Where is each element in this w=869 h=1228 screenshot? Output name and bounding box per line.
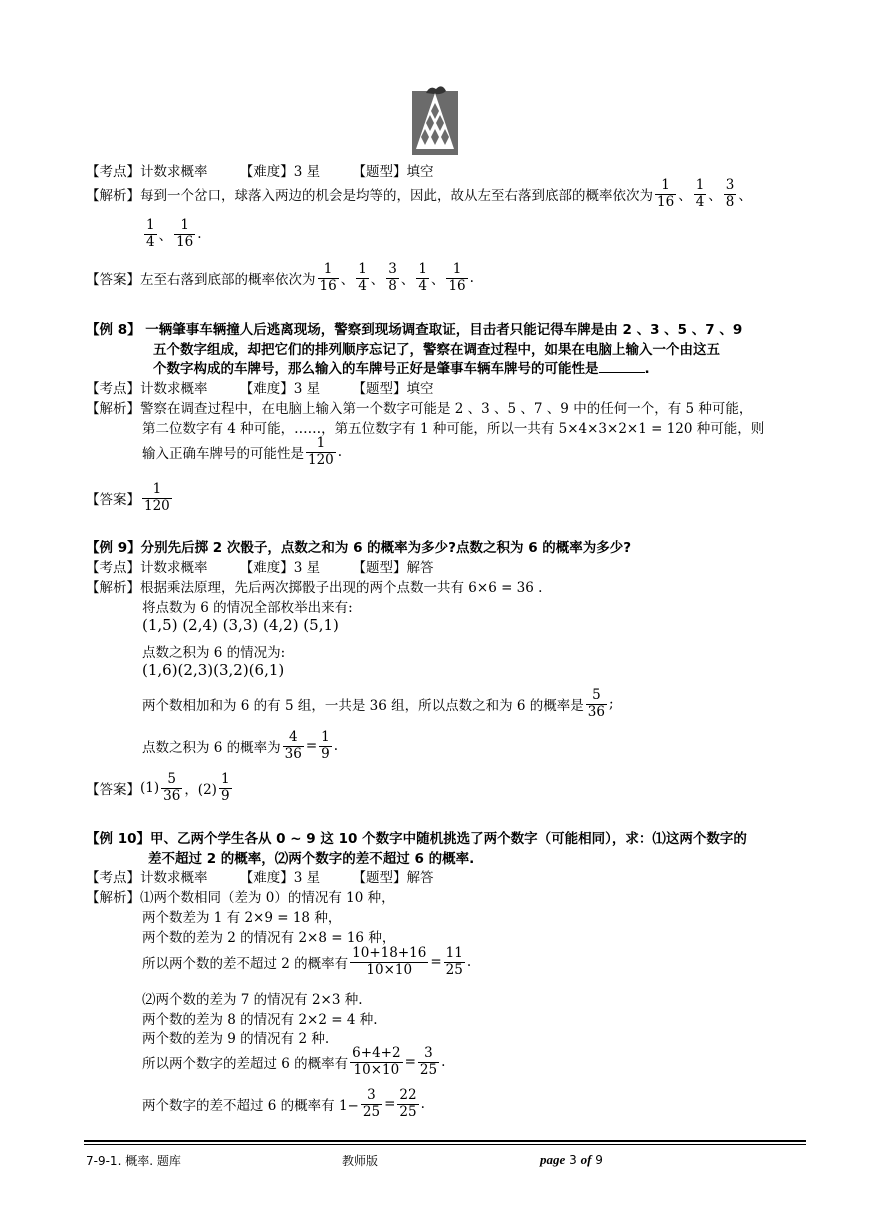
e7-jiexi-label: 【解析】: [86, 188, 140, 205]
e7-meta-line: [86, 160, 433, 180]
e10-kaodian: 【考点】计数求概率: [86, 870, 208, 886]
fraction: $\frac{1}{120}$: [308, 435, 334, 468]
fraction: $\frac{1}{16}$: [176, 217, 194, 250]
footer-rule-thin: [84, 1144, 806, 1145]
e7-jiexi-line2: $\frac{1}{4}$ 、 $\frac{1}{16}$ .: [146, 217, 202, 250]
e10-nandu: 【难度】3 星: [239, 870, 321, 886]
fraction: $\frac{1}{16}$: [448, 261, 466, 294]
e8-title-line3: 个数字构成的车牌号，那么输入的车牌号正好是肇事车辆车牌号的可能性是 .: [153, 361, 650, 377]
e10-tixing: 【题型】解答: [352, 870, 434, 886]
e10-jiexi-line2: 两个数差为 1 有 2×9 = 18 种，: [142, 910, 342, 926]
fraction: $\frac{22}{25}$: [399, 1087, 417, 1120]
e9-jiexi-line6: 两个数相加和为 6 的有 5 组，一共是 36 组，所以点数之和为 6 的概率是 $\frac{5}{36}$ ;: [142, 687, 614, 720]
e10-title-line2: 差不超过 2 的概率，⑵两个数字的差不超过 6 的概率.: [148, 851, 475, 867]
fraction: $\frac{1}{9}$: [220, 771, 230, 804]
e10-jiexi-line6: 两个数的差为 8 的情况有 2×2 = 4 种.: [142, 1012, 378, 1028]
e7-tixing: 【题型】填空: [352, 164, 434, 180]
fraction: $\frac{5}{36}$: [163, 771, 181, 804]
e7-jiexi-text: 每到一个岔口，球落入两边的机会是均等的，因此，故从左至右落到底部的概率依次为: [140, 188, 653, 205]
fraction: $\frac{4}{36}$: [284, 729, 302, 762]
e7-answer: 【答案】 左至右落到底部的概率依次为 $\frac{1}{16}$ 、 $\frac{1}{4}$ 、 $\frac{3}{8}$ 、 $\frac{1}{4}$ 、 $\frac{1}{16}$ .: [86, 261, 474, 294]
e7-answer-text: 左至右落到底部的概率依次为: [140, 272, 316, 289]
e10-jiexi-line1: 【解析】⑴两个数相同（差为 0）的情况有 10 种，: [86, 890, 395, 906]
footer-left: 7-9-1. 概率. 题库: [86, 1154, 181, 1168]
fraction: $\frac{1}{4}$: [358, 261, 367, 294]
e7-answer-label: 【答案】: [86, 272, 140, 289]
e7-kaodian: 【考点】计数求概率: [86, 164, 208, 180]
fraction: $\frac{1}{16}$: [319, 261, 337, 294]
footer-rule: [84, 1140, 806, 1142]
e10-jiexi-line3: 两个数的差为 2 的情况有 2×8 = 16 种，: [142, 930, 396, 946]
fraction: $\frac{1}{16}$: [657, 177, 675, 210]
fraction: $\frac{10+18+16}{10\times 10}$: [352, 945, 427, 978]
fraction: $\frac{3}{8}$: [725, 177, 735, 210]
logo-icon: [412, 83, 458, 155]
e9-jiexi-line2: 将点数为 6 的情况全部枚举出来有:: [142, 600, 353, 616]
fraction: $\frac{1}{4}$: [146, 217, 155, 250]
footer-page: page 3 of 9: [540, 1152, 603, 1167]
e9-answer: 【答案】 (1) $\frac{5}{36}$ ，(2) $\frac{1}{9}$: [86, 771, 230, 804]
e9-enum-prod: (1,6)(2,3)(3,2)(6,1): [142, 661, 285, 679]
fraction: $\frac{3}{25}$: [419, 1045, 438, 1078]
fraction: $\frac{1}{4}$: [418, 261, 427, 294]
e8-title-line2: 五个数字组成，却把它们的排列顺序忘记了，警察在调查过程中，如果在电脑上输入一个由这五: [153, 342, 720, 358]
e10-jiexi-line7: 两个数的差为 9 的情况有 2 种.: [142, 1031, 330, 1047]
fraction: $\frac{11}{25}$: [445, 945, 463, 978]
e10-jiexi-line9: 两个数字的差不超过 6 的概率有 1− $\frac{3}{25}$ = $\frac{22}{25}$ .: [142, 1087, 425, 1120]
e7-jiexi-line1: 【解析】 每到一个岔口，球落入两边的机会是均等的，因此，故从左至右落到底部的概率依次为 $\frac{1}{16}$ 、 $\frac{1}{4}$ 、 $\frac{3}{8}$ 、: [86, 177, 752, 210]
e8-meta-line: [86, 377, 433, 397]
e10-jiexi-line5: ⑵两个数的差为 7 的情况有 2×3 种.: [142, 992, 363, 1008]
e9-jiexi-line1: 【解析】根据乘法原理，先后两次掷骰子出现的两个点数一共有 6×6 = 36 .: [86, 580, 543, 596]
e10-jiexi-line4: 所以两个数的差不超过 2 的概率有 $\frac{10+18+16}{10\times 10}$ = $\frac{11}{25}$ .: [142, 945, 472, 978]
e10-title-line1: 【例 10】甲、乙两个学生各从 0 ~ 9 这 10 个数字中随机挑选了两个数字（可能相同），求：⑴这两个数字的: [86, 831, 747, 847]
e8-title-line1: 【例 8】 一辆肇事车辆撞人后逃离现场，警察到现场调查取证，目击者只能记得车牌是由 2 、3 、5 、7 、9: [86, 322, 743, 338]
e8-tixing: 【题型】填空: [352, 381, 434, 397]
e8-answer: 【答案】 $\frac{1}{120}$: [86, 481, 170, 514]
e9-meta-line: [86, 556, 433, 576]
fraction: $\frac{1}{9}$: [321, 729, 330, 762]
e8-jiexi-line1: 【解析】警察在调查过程中，在电脑上输入第一个数字可能是 2 、3 、5 、7 、9 中的任何一个，有 5 种可能，: [86, 401, 753, 417]
fraction: $\frac{1}{4}$: [695, 177, 705, 210]
e8-kaodian: 【考点】计数求概率: [86, 381, 208, 397]
e8-jiexi-line2: 第二位数字有 4 种可能，……，第五位数字有 1 种可能，所以一共有 5×4×3×2×1 = 120 种可能，则: [142, 421, 765, 437]
e8-nandu: 【难度】3 星: [239, 381, 321, 397]
fraction: $\frac{5}{36}$: [587, 687, 605, 720]
e9-nandu: 【难度】3 星: [239, 560, 321, 576]
e8-jiexi-line3: 输入正确车牌号的可能性是 $\frac{1}{120}$ .: [142, 435, 343, 468]
fraction: $\frac{3}{8}$: [388, 261, 397, 294]
footer-center: 教师版: [342, 1154, 379, 1168]
e10-jiexi-line8: 所以两个数字的差超过 6 的概率有 $\frac{6+4+2}{10\times 10}$ = $\frac{3}{25}$ .: [142, 1045, 446, 1078]
e10-meta-line: [86, 866, 433, 886]
e9-enum-sum: (1,5) (2,4) (3,3) (4,2) (5,1): [142, 616, 339, 634]
e9-kaodian: 【考点】计数求概率: [86, 560, 208, 576]
e7-nandu: 【难度】3 星: [239, 164, 321, 180]
fraction: $\frac{6+4+2}{10\times 10}$: [352, 1045, 401, 1078]
e9-jiexi-line4: 点数之积为 6 的情况为:: [142, 645, 286, 661]
fraction: $\frac{1}{120}$: [144, 481, 170, 514]
e9-title: 【例 9】分别先后掷 2 次骰子，点数之和为 6 的概率为多少?点数之积为 6 的概率为多少?: [86, 540, 632, 556]
fraction: $\frac{3}{25}$: [362, 1087, 381, 1120]
e9-jiexi-line7: 点数之积为 6 的概率为 $\frac{4}{36}$ = $\frac{1}{9}$ .: [142, 729, 339, 762]
e9-tixing: 【题型】解答: [352, 560, 434, 576]
